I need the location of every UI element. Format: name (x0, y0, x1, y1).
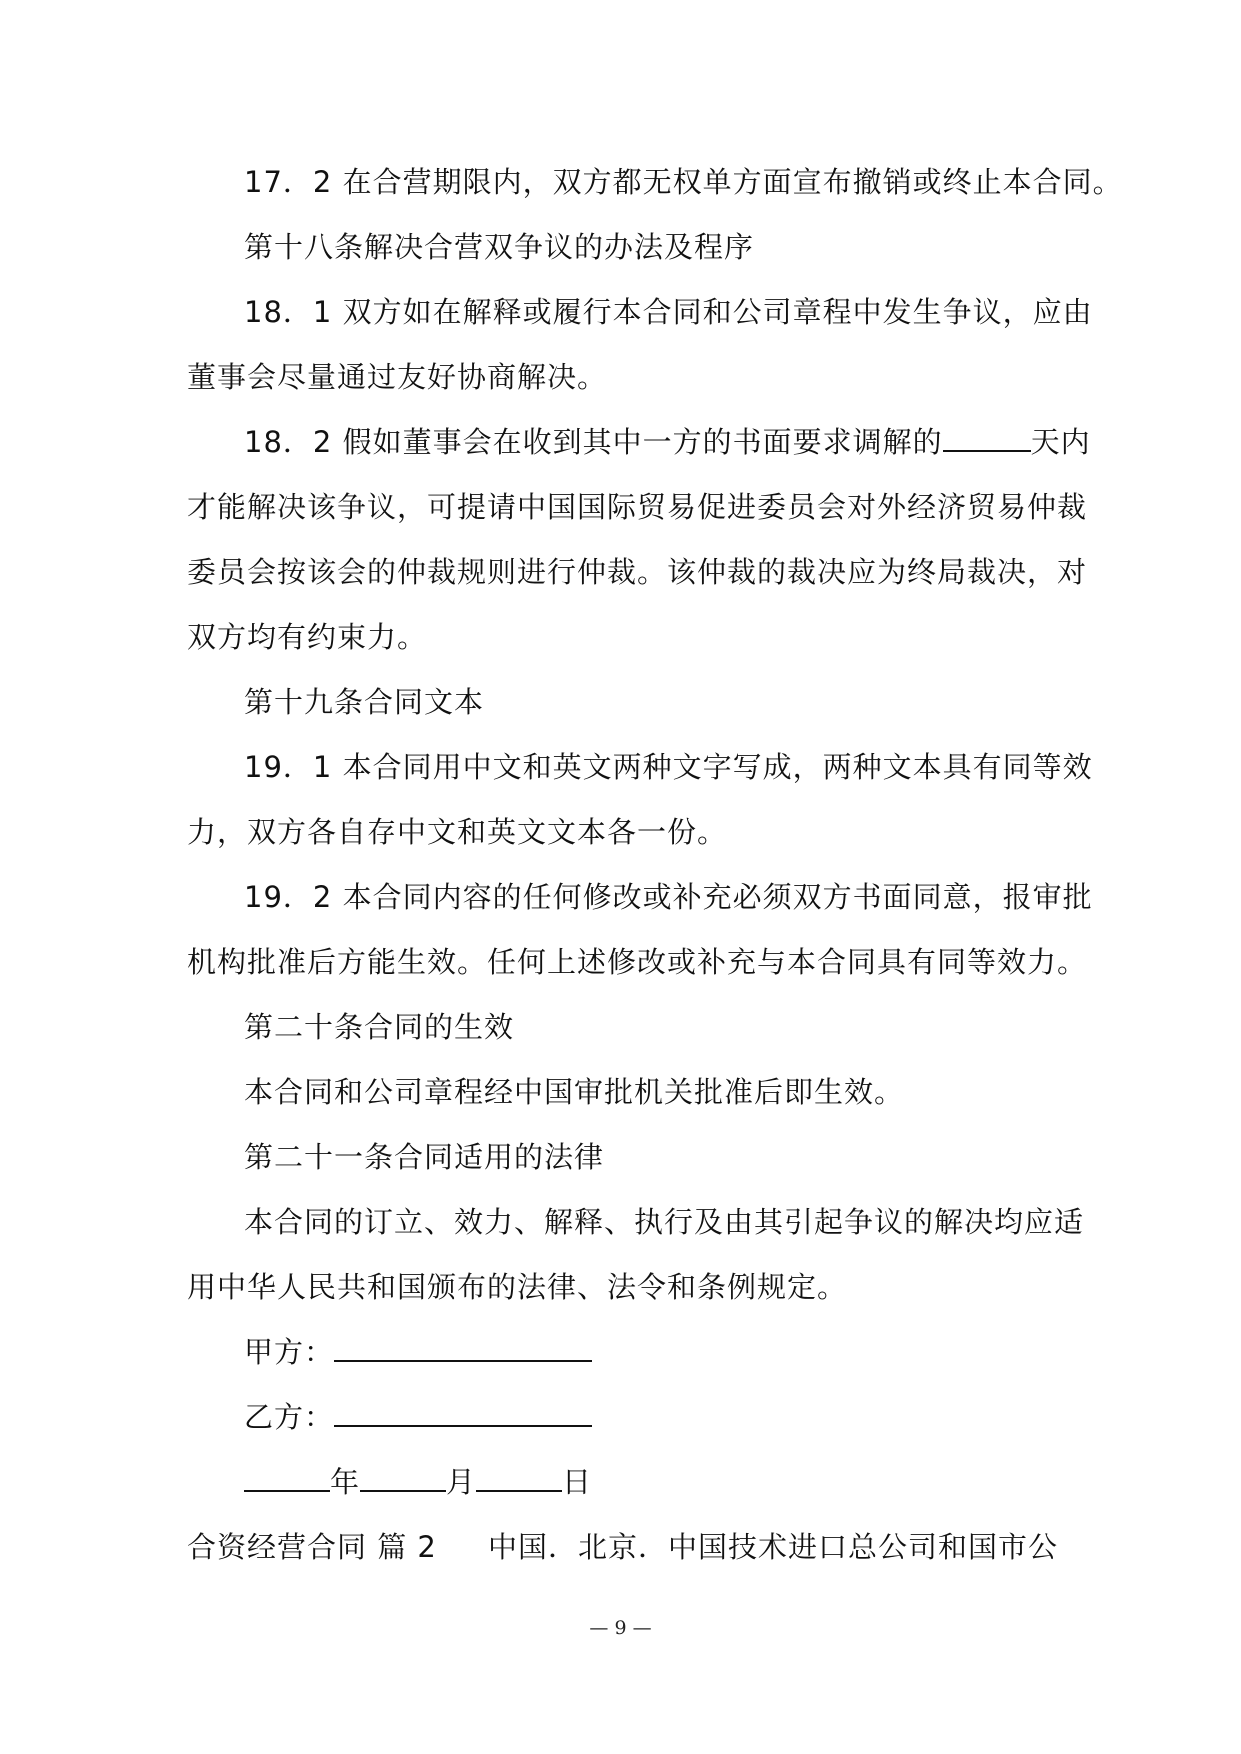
party-b-blank (334, 1397, 592, 1427)
days-blank (943, 422, 1031, 452)
paragraph-18-1-line-1: 18．1 双方如在解释或履行本合同和公司章程中发生争议，应由 (244, 295, 1093, 329)
article-19-heading: 第十九条合同文本 (244, 685, 485, 719)
article-21-heading: 第二十一条合同适用的法律 (244, 1140, 605, 1174)
paragraph-19-1-line-1: 19．1 本合同用中文和英文两种文字写成，两种文本具有同等效 (244, 750, 1093, 784)
paragraph-18-2-line-3: 委员会按该会的仲裁规则进行仲裁。该仲裁的裁决应为终局裁决，对 (187, 555, 1088, 589)
paragraph-17-2: 17．2 在合营期限内，双方都无权单方面宣布撤销或终止本合同。 (244, 165, 1123, 199)
paragraph-19-1-line-2: 力，双方各自存中文和英文文本各一份。 (187, 815, 728, 849)
month-blank (360, 1462, 446, 1492)
paragraph-20: 本合同和公司章程经中国审批机关批准后即生效。 (244, 1075, 905, 1109)
paragraph-18-2-line-2: 才能解决该争议，可提请中国国际贸易促进委员会对外经济贸易仲裁 (187, 490, 1088, 524)
paragraph-19-2-line-1: 19．2 本合同内容的任何修改或补充必须双方书面同意，报审批 (244, 880, 1093, 914)
article-18-heading: 第十八条解决合营双争议的办法及程序 (244, 230, 755, 264)
paragraph-21-line-1: 本合同的订立、效力、解释、执行及由其引起争议的解决均应适 (244, 1205, 1085, 1239)
party-a-signature-line: 甲方： (244, 1332, 592, 1372)
party-a-blank (334, 1332, 592, 1362)
day-blank (476, 1462, 562, 1492)
page-number: — 9 — (589, 1617, 652, 1639)
paragraph-18-2-line-1: 18．2 假如董事会在收到其中一方的书面要求调解的 天内 (244, 422, 1091, 462)
year-blank (244, 1462, 330, 1492)
paragraph-19-2-line-2: 机构批准后方能生效。任何上述修改或补充与本合同具有同等效力。 (187, 945, 1088, 979)
paragraph-21-line-2: 用中华人民共和国颁布的法律、法令和条例规定。 (187, 1270, 848, 1304)
contract-2-intro: 中国．北京．中国技术进口总公司和国市公 (488, 1530, 1059, 1564)
party-b-signature-line: 乙方： (244, 1397, 592, 1437)
contract-2-title: 合资经营合同 篇 2 (187, 1530, 437, 1564)
paragraph-18-2-line-4: 双方均有约束力。 (187, 620, 428, 654)
article-20-heading: 第二十条合同的生效 (244, 1010, 515, 1044)
date-line: 年 月 日 (244, 1462, 592, 1502)
paragraph-18-1-line-2: 董事会尽量通过友好协商解决。 (187, 360, 608, 394)
